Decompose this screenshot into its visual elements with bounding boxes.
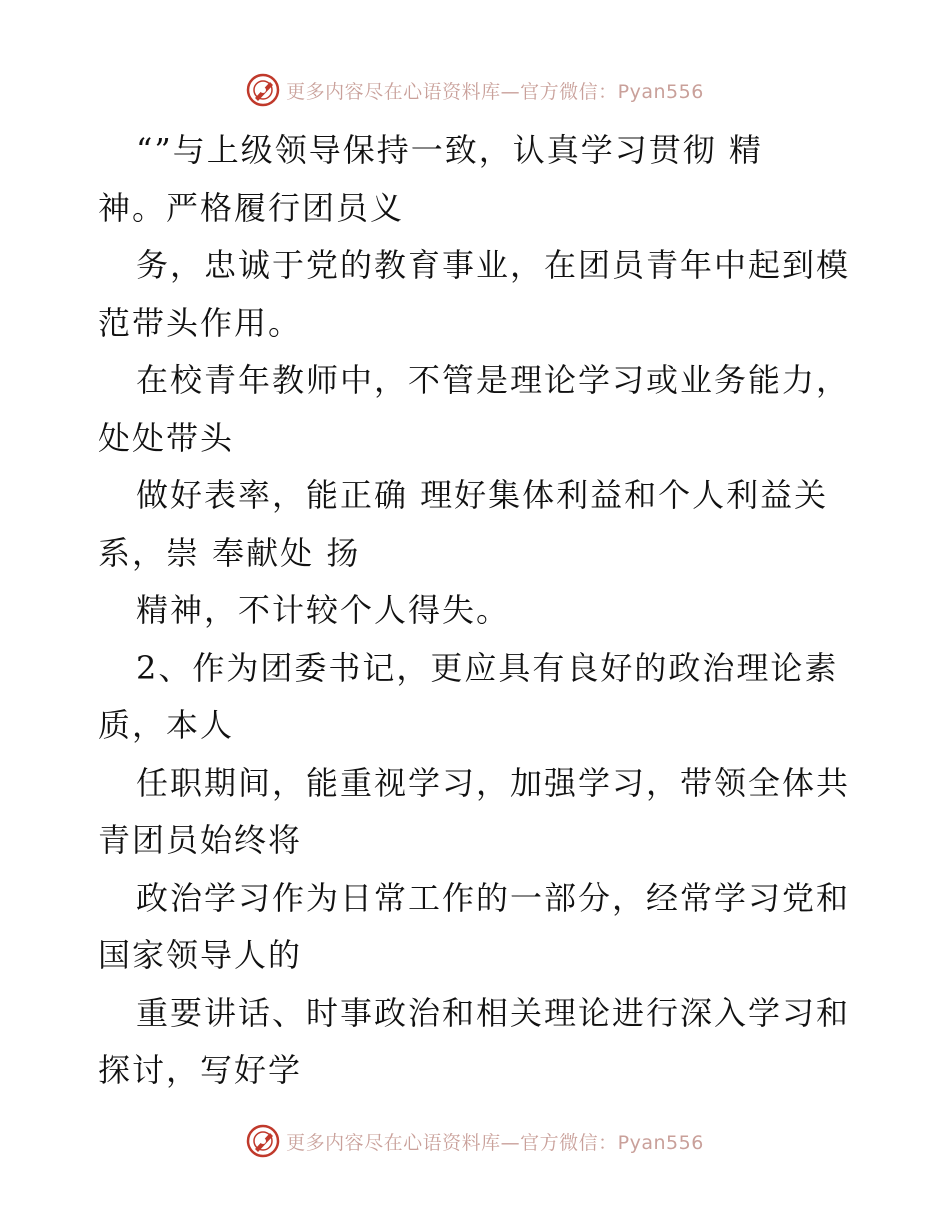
text-line: 系，崇 奉献处 扬	[98, 533, 361, 572]
text-line: 在校青年教师中，不管是理论学习或业务能力，	[136, 361, 851, 399]
text-line: 重要讲话、时事政治和相关理论进行深入学习和	[136, 993, 851, 1032]
text-line: 务，忠诚于党的教育事业，在团员青年中起到模	[136, 246, 851, 284]
text-line: 青团员始终将	[98, 821, 303, 859]
text-line: 任职期间，能重视学习，加强学习，带领全体共	[136, 763, 851, 802]
text-line: 政治学习作为日常工作的一部分，经常学习党和	[136, 878, 851, 917]
seal-logo-icon	[246, 73, 280, 107]
text-line: “”与上级领导保持一致，认真学习贯彻 精	[136, 131, 763, 169]
text-line: 探讨，写好学	[98, 1051, 303, 1089]
footer-watermark	[0, 1121, 950, 1161]
text-line: 精神，不计较个人得失。	[136, 591, 511, 629]
text-line: 国家领导人的	[98, 936, 303, 974]
header-watermark	[0, 70, 950, 110]
watermark-text: 更多内容尽在心语资料库—官方微信：Pyan556	[286, 80, 704, 103]
seal-logo-icon	[246, 1124, 280, 1158]
text-line: 处处带头	[98, 418, 235, 457]
text-line: 质，本人	[98, 706, 235, 744]
watermark-text: 更多内容尽在心语资料库—官方微信：Pyan556	[286, 1131, 704, 1154]
document-body	[98, 122, 858, 1100]
text-line: 做好表率，能正确 理好集体利益和个人利益关	[136, 476, 829, 514]
text-line: 2、作为团委书记，更应具有良好的政治理论素	[136, 648, 839, 687]
text-line: 神。严格履行团员义	[98, 188, 405, 227]
text-line: 范带头作用。	[98, 303, 303, 342]
